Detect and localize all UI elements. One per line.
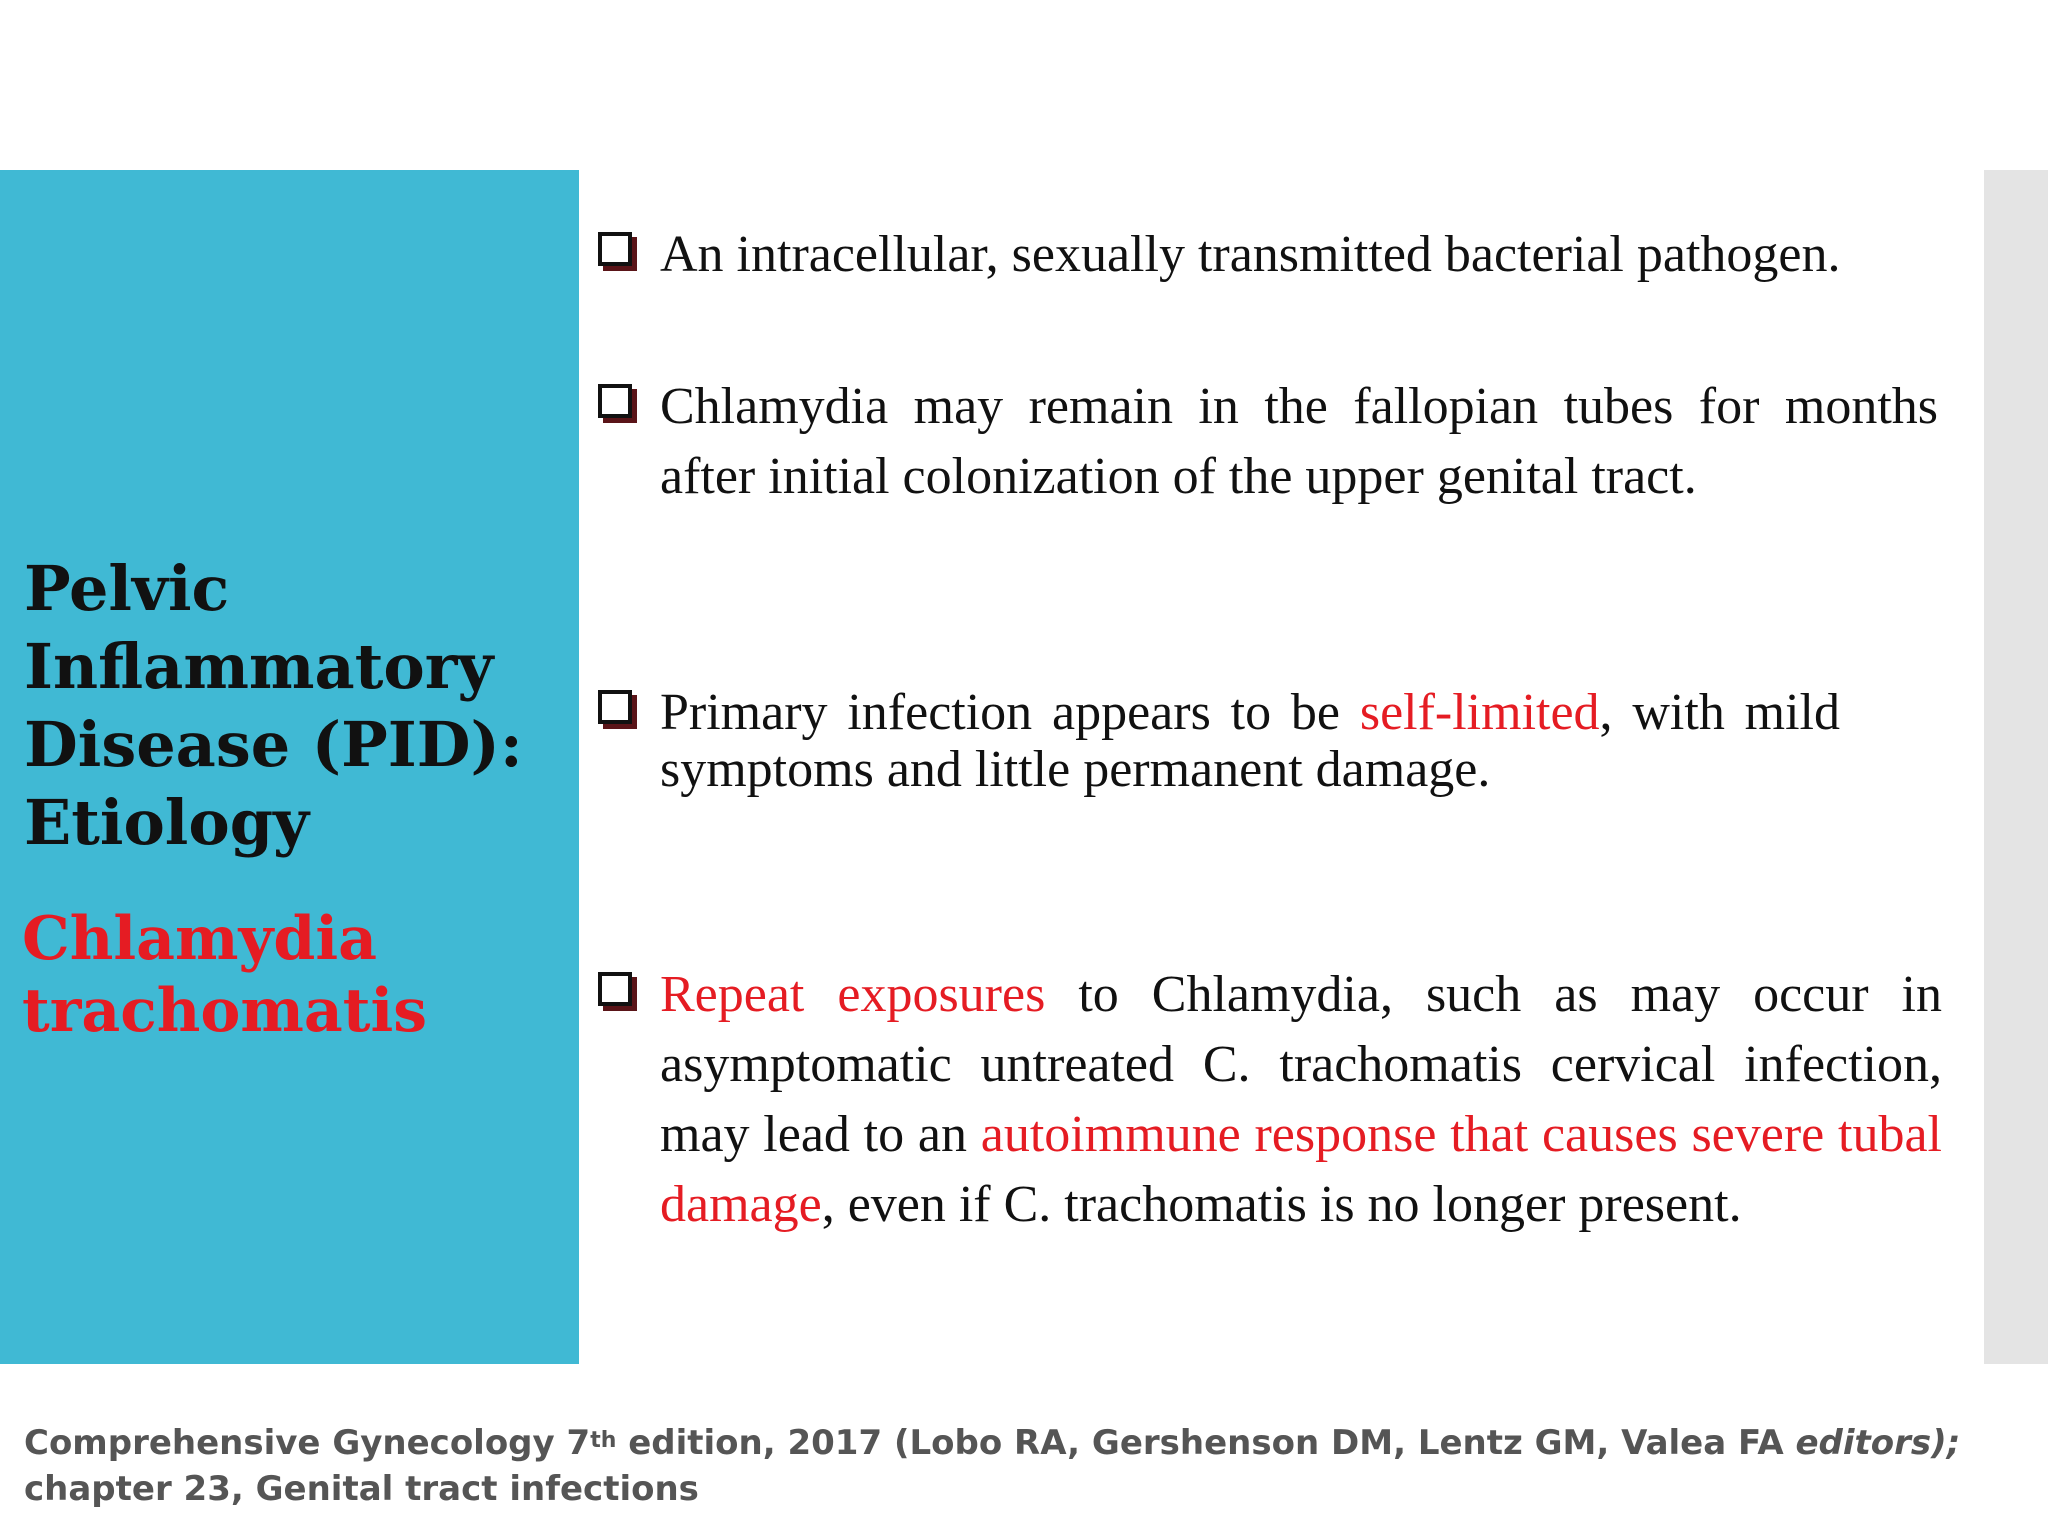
slide-subtitle: Chlamydia trachomatis bbox=[22, 904, 428, 1046]
right-edge-strip bbox=[1984, 170, 2048, 1364]
bullet-text-3: Primary infection appears to be self-limited, with mild symptoms and little permanent damage. bbox=[660, 684, 1840, 798]
citation: Comprehensive Gynecology 7th edition, 2017 (Lobo RA, Gershenson DM, Lentz GM, Valea FA editors); chapter 23, Genital tract infections bbox=[24, 1423, 1961, 1509]
checkbox-bullet-icon bbox=[598, 690, 632, 724]
checkbox-bullet-icon bbox=[598, 972, 632, 1006]
slide-title: Pelvic Inflammatory Disease (PID): Etiology bbox=[24, 552, 523, 859]
checkbox-bullet-icon bbox=[598, 384, 632, 418]
checkbox-bullet-icon bbox=[598, 232, 632, 266]
highlight-text: self-limited bbox=[1359, 684, 1600, 741]
bullet-text-1: An intracellular, sexually transmitted bacterial pathogen. bbox=[660, 226, 1841, 283]
highlight-text: Repeat exposures bbox=[660, 966, 1046, 1023]
highlight-text: autoimmune response that causes severe tubal damage bbox=[660, 1106, 1942, 1233]
bullet-text-4: Repeat exposures to Chlamydia, such as may occur in asymptomatic untreated C. trachomatis cervical infection, may lead to an autoimmune response that causes severe tubal damage, even if C. trachomatis is no longer present. bbox=[660, 966, 1943, 1233]
bullet-text-2: Chlamydia may remain in the fallopian tubes for months after initial colonization of the upper genital tract. bbox=[660, 378, 1938, 505]
